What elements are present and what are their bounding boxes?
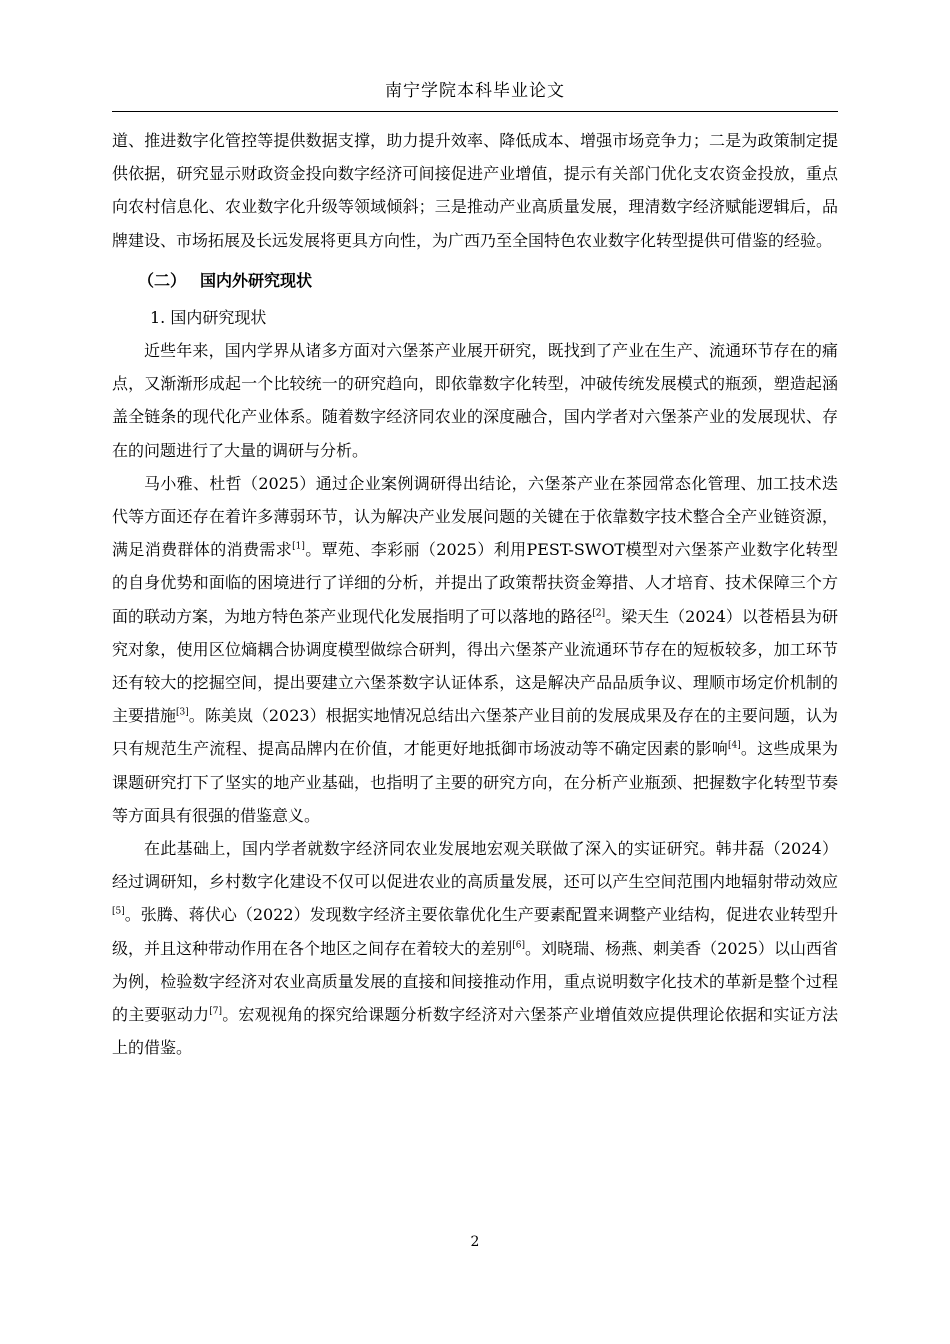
citation: [4]: [727, 741, 741, 752]
subsection-heading: 1. 国内研究现状: [150, 307, 267, 327]
citation: [1]: [292, 541, 305, 552]
running-header: 南宁学院本科毕业论文: [385, 81, 565, 101]
header-rule: [112, 111, 838, 112]
citation: [3]: [176, 707, 189, 718]
section-number: （二）: [138, 270, 187, 290]
section-heading: [112, 261, 838, 301]
paragraph-domestic-overview: 近些年来，国内学界从诸多方面对六堡茶产业展开研究，既找到了产业在生产、流通环节存在的痛点，又渐渐形成起一个比较统一的研究趋向，即依靠数字化转型，冲破传统发展模式的瓶颈，塑造起涵盖全链条的现代化产业体系。随着数字经济同农业的深度融合，国内学者对六堡茶产业的发展现状、存在的问题进行了大量的调研与分析。: [112, 341, 838, 460]
page-number: 2: [470, 1234, 480, 1250]
citation: [6]: [512, 940, 526, 951]
body-text: [112, 124, 838, 1064]
paragraph-continuation: 道、推进数字化管控等提供数据支撑，助力提升效率、降低成本、增强市场竞争力；二是为政策制定提供依据，研究显示财政资金投向数字经济可间接促进产业增值，提示有关部门优化支农资金投放，重点向农村信息化、农业数字化升级等领域倾斜；三是推动产业高质量发展，理清数字经济赋能逻辑后，品牌建设、市场拓展及长远发展将更具方向性，为广西乃至全国特色农业数字化转型提供可借鉴的经验。: [112, 131, 838, 250]
paragraph-industry-studies: 马小雅、杜哲（2025）通过企业案例调研得出结论，六堡茶产业在茶园常态化管理、加工技术迭代等方面还存在着许多薄弱环节，认为解决产业发展问题的关键在于依靠数字技术整合全产业链资源，满足消费群体的消费需求[1]。覃苑、李彩丽（2025）利用PEST-SWOT模型对六堡茶产业数字化转型的自身优势和面临的困境进行了详细的分析，并提出了政策帮扶资金筹措、人才培育、技术保障三个方面的联动方案，为地方特色茶产业现代化发展指明了可以落地的路径[2]。梁天生（2024）以苍梧县为研究对象，使用区位熵耦合协调度模型做综合研判，得出六堡茶产业流通环节存在的短板较多，加工环节还有较大的挖掘空间，提出要建立六堡茶数字认证体系，这是解决产品品质争议、理顺市场定价机制的主要措施[3]。陈美岚（2023）根据实地情况总结出六堡茶产业目前的发展成果及存在的主要问题，认为只有规范生产流程、提高品牌内在价值，才能更好地抵御市场波动等不确定因素的影响[4]。这些成果为课题研究打下了坚实的地产业基础，也指明了主要的研究方向，在分析产业瓶颈、把握数字化转型节奏等方面具有很强的借鉴意义。: [112, 473, 838, 825]
citation: [5]: [112, 907, 125, 918]
citation: [7]: [209, 1006, 223, 1017]
section-title: 国内外研究现状: [200, 270, 313, 290]
citation: [2]: [592, 608, 606, 619]
paragraph-macro-studies: 在此基础上，国内学者就数字经济同农业发展地宏观关联做了深入的实证研究。韩井磊（2024）经过调研知，乡村数字化建设不仅可以促进农业的高质量发展，还可以产生空间范围内地辐射带动效应[5]。张腾、蒋伏心（2022）发现数字经济主要依靠优化生产要素配置来调整产业结构，促进农业转型升级，并且这种带动作用在各个地区之间存在着较大的差别[6]。刘晓瑞、杨燕、刺美香（2025）以山西省为例，检验数字经济对农业高质量发展的直接和间接推动作用，重点说明数字化技术的革新是整个过程的主要驱动力[7]。宏观视角的探究给课题分析数字经济对六堡茶产业增值效应提供理论依据和实证方法上的借鉴。: [112, 839, 838, 1058]
